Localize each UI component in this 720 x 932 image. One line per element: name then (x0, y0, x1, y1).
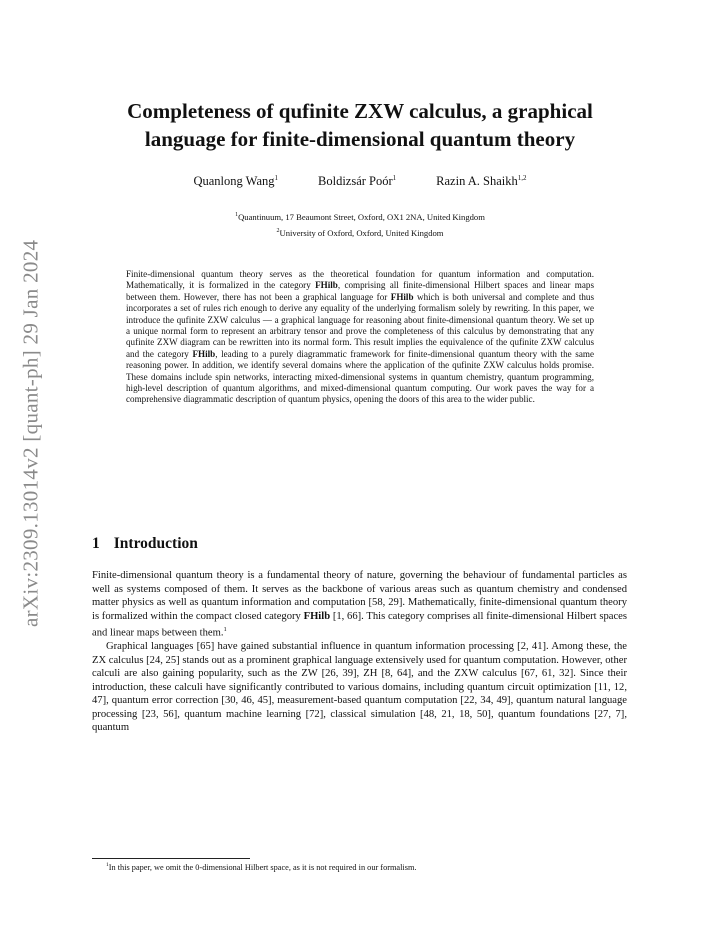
paragraph: Finite-dimensional quantum theory is a fundamental theory of nature, governing the behaviour of fundamental particles as well as systems composed of them. It serves as the backbone of various areas such as quantum chemistry and condensed matter physics as well as quantum information and computation [58, 29]. Mathematically, finite-dimensional quantum theory is formalized within the compact closed category FHilb [1, 66]. This category comprises all finite-dimensional Hilbert spaces and linear maps between them.$^1$ (92, 570, 628, 639)
footnote: $^1$In this paper, we omit the 0-dimensional Hilbert space, as it is not required in our formalism. (106, 862, 417, 872)
author: Razin A. Shaikh$^{1,2}$ (436, 174, 527, 189)
section-number: 1 (92, 535, 100, 552)
paragraph: Graphical languages [65] have gained substantial influence in quantum information processing [2, 41]. Among these, the ZX calculus [24, 25] stands out as a prominent graphical language extensively used for quantum computation. However, other calculi are also gaining popularity, such as the ZW [26, 39], ZH [8, 64], and the ZXW calculus [67, 61, 32]. Since their introduction, these calculi have significantly contributed to various domains, including quantum circuit optimization [11, 12, 47], quantum error correction [30, 46, 45], measurement-based quantum computation [22, 34, 49], quantum natural language processing [23, 56], quantum machine learning [72], classical simulation [48, 21, 18, 50], quantum foundations [27, 7], quantum (92, 641, 627, 734)
section-heading (92, 535, 198, 553)
paper-title (90, 97, 630, 153)
abstract: Finite-dimensional quantum theory serves as the theoretical foundation for quantum information and computation. Mathematically, it is formalized in the category FHilb, comprising all finite-dimensional Hilbert spaces and linear maps between them. However, there has not been a graphical language for FHilb which is both universal and complete and thus incorporates a set of rules rich enough to derive any equality of the underlying formalism solely by rewriting. In this paper, we introduce the qufinite ZXW calculus — a graphical language for reasoning about finite-dimensional quantum theory. We set up a unique normal form to represent an arbitrary tensor and prove the completeness of this calculus by demonstrating that any qufinite ZXW diagram can be rewritten into its normal form. This result implies the equivalence of the qufinite ZXW calculus and the category FHilb, leading to a purely diagrammatic framework for finite-dimensional quantum theory with the same reasoning power. In addition, we identify several domains where the application of the qufinite ZXW calculus holds promise. These domains include spin networks, interacting mixed-dimensional systems in quantum chemistry, quantum programming, high-level description of quantum algorithms, and mixed-dimensional quantum computing. Our work paves the way for a comprehensive diagrammatic description of quantum physics, opening the doors of this area to the wider public. (126, 269, 595, 405)
footnote-rule (92, 858, 250, 859)
author-list (90, 174, 630, 189)
title-line-2: language for finite-dimensional quantum theory (144, 127, 576, 151)
author: Boldizsár Poór$^1$ (318, 174, 397, 189)
title-line-1: Completeness of qufinite ZXW calculus, a graphical (127, 99, 593, 123)
footnote-marker[interactable]: 1 (223, 626, 227, 633)
arxiv-identifier: arXiv:2309.13014v2 [quant-ph] 29 Jan 2024 (18, 239, 43, 627)
author: Quanlong Wang$^1$ (193, 174, 279, 189)
section-title: Introduction (113, 535, 198, 552)
affiliations (90, 208, 630, 240)
introduction-body (92, 569, 627, 735)
affiliation: $^1$Quantinuum, 17 Beaumont Street, Oxford, OX1 2NA, United Kingdom (235, 211, 485, 222)
affiliation: $^2$University of Oxford, Oxford, United Kingdom (276, 227, 444, 238)
